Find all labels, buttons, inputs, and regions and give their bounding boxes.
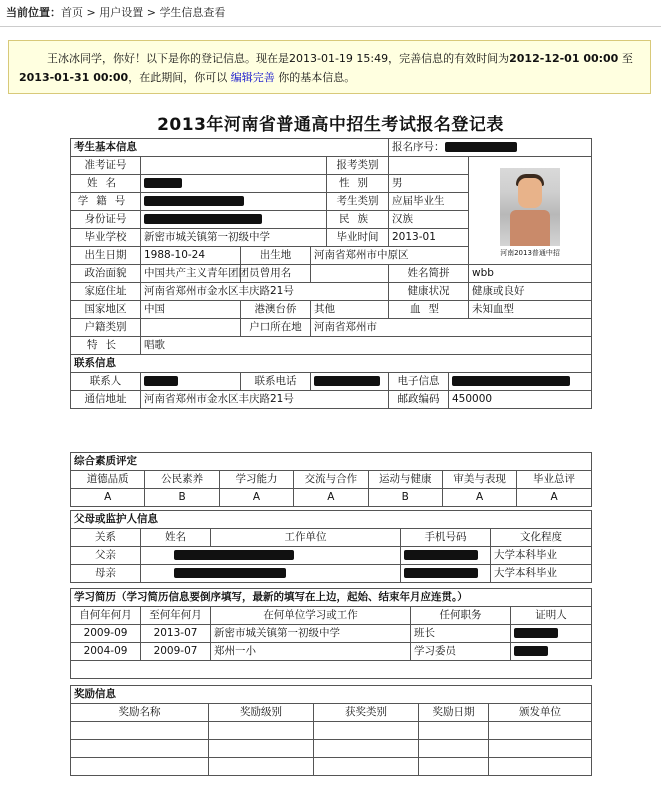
label-admission-no: 准考证号: [71, 157, 141, 175]
history-empty-row: [71, 661, 592, 679]
value-political: 中国共产主义青年团团员: [141, 265, 241, 283]
quality-header: 交流与合作: [294, 471, 368, 489]
history-header: 自何年何月: [71, 607, 141, 625]
redacted-email: [452, 376, 570, 386]
history-section-header: 学习简历（学习简历信息要倒序填写，最新的填写在上边，起始、结束年月应连贯。）: [71, 589, 592, 607]
value-candidate-type: 应届毕业生: [389, 193, 469, 211]
value-school: 新密市城关镇第一初级中学: [141, 229, 327, 247]
registration-form: [70, 138, 592, 409]
label-political: 政治面貌: [71, 265, 141, 283]
guardian-row: [71, 565, 592, 583]
history-to: 2009-07: [141, 643, 211, 661]
quality-header: 学习能力: [219, 471, 293, 489]
label-contact-person: 联系人: [71, 373, 141, 391]
label-id-no: 身份证号: [71, 211, 141, 229]
label-pinyin: 姓名简拼: [389, 265, 469, 283]
photo-cell: [469, 157, 592, 265]
redacted-id-no: [144, 214, 262, 224]
quality-section-header: 综合素质评定: [71, 453, 592, 471]
awards-table: [70, 685, 592, 776]
photo-face: [518, 178, 542, 208]
notice-mid: ，在此期间，你可以: [128, 71, 228, 84]
guardian-phone: [401, 547, 491, 565]
notice-greeting: 王冰冰同学，你好！以下是你的登记信息。现在是2013-01-19 15:49，完善信息的有效时间为: [47, 52, 510, 65]
label-school: 毕业学校: [71, 229, 141, 247]
history-row: [71, 625, 592, 643]
history-witness: [511, 625, 592, 643]
redacted-guardian-info: [174, 568, 286, 578]
breadcrumb: [0, 0, 661, 27]
label-candidate-type: 考生类别: [327, 193, 389, 211]
redacted-reg-no: [445, 142, 517, 152]
value-hukou-place: 河南省郑州市: [311, 319, 592, 337]
award-row: [71, 722, 592, 740]
history-role: 班长: [411, 625, 511, 643]
value-hk-macau-tw: 其他: [311, 301, 389, 319]
redacted-contact-person: [144, 376, 178, 386]
history-witness: [511, 643, 592, 661]
award-header: 奖励级别: [209, 704, 314, 722]
guardian-relation: 父亲: [71, 547, 141, 565]
value-gender: 男: [389, 175, 469, 193]
breadcrumb-home-link[interactable]: 首页: [61, 6, 83, 19]
redacted-witness: [514, 628, 558, 638]
guardian-row: [71, 547, 592, 565]
value-specialty: 唱歌: [141, 337, 592, 355]
label-phone: 联系电话: [241, 373, 311, 391]
redacted-guardian-phone: [404, 568, 478, 578]
value-blood: 未知血型: [469, 301, 592, 319]
label-specialty: 特长: [71, 337, 141, 355]
value-former-name: [311, 265, 389, 283]
guardian-header: 关系: [71, 529, 141, 547]
quality-header: 道德品质: [71, 471, 145, 489]
quality-grade: B: [145, 489, 219, 507]
label-postcode: 邮政编码: [389, 391, 449, 409]
breadcrumb-separator: >: [146, 6, 156, 19]
contact-section-header: 联系信息: [71, 355, 592, 373]
guardian-education: 大学本科毕业: [491, 547, 592, 565]
history-row: [71, 643, 592, 661]
quality-grade: A: [517, 489, 591, 507]
notice-start-time: 2012-12-01 00:00: [509, 52, 619, 65]
value-hukou-type: [141, 319, 241, 337]
value-country: 中国: [141, 301, 241, 319]
value-student-no: [141, 193, 327, 211]
quality-grade: B: [368, 489, 442, 507]
history-header: 在何单位学习或工作: [211, 607, 411, 625]
award-row: [71, 758, 592, 776]
history-from: 2004-09: [71, 643, 141, 661]
value-birth-place: 河南省郑州市中原区: [311, 247, 469, 265]
label-email: 电子信息: [389, 373, 449, 391]
value-exam-type: [389, 157, 469, 175]
guardian-name-work: [141, 547, 401, 565]
quality-grade: A: [294, 489, 368, 507]
breadcrumb-separator: >: [86, 6, 96, 19]
quality-header: 运动与健康: [368, 471, 442, 489]
edit-link[interactable]: 编辑完善: [230, 71, 275, 84]
value-admission-no: [141, 157, 327, 175]
value-health: 健康或良好: [469, 283, 592, 301]
quality-grade: A: [442, 489, 516, 507]
quality-header: 公民素养: [145, 471, 219, 489]
value-pinyin: wbb: [469, 265, 592, 283]
label-birth-place: 出生地: [241, 247, 311, 265]
history-header: 至何年何月: [141, 607, 211, 625]
guardian-header: 手机号码: [401, 529, 491, 547]
value-email: [449, 373, 592, 391]
photo-caption: 河南2013普通中招: [500, 248, 560, 257]
award-header: 奖励日期: [419, 704, 489, 722]
value-ethnicity: 汉族: [389, 211, 469, 229]
label-address: 家庭住址: [71, 283, 141, 301]
value-birth-date: 1988-10-24: [141, 247, 241, 265]
history-table: [70, 588, 592, 679]
page-title: 2013年河南省普通高中招生考试报名登记表: [157, 115, 504, 135]
breadcrumb-section-link[interactable]: 用户设置: [99, 6, 144, 19]
notice-tail: 你的基本信息。: [278, 71, 356, 84]
label-hukou-place: 户口所在地: [241, 319, 311, 337]
redacted-guardian-phone: [404, 550, 478, 560]
label-student-no: 学籍号: [71, 193, 141, 211]
label-country: 国家地区: [71, 301, 141, 319]
history-role: 学习委员: [411, 643, 511, 661]
reg-no-label: 报名序号：: [392, 141, 445, 153]
label-hukou-type: 户籍类别: [71, 319, 141, 337]
value-postcode: 450000: [449, 391, 592, 409]
label-former-name: 曾用名: [241, 265, 311, 283]
guardian-header: 姓名: [141, 529, 211, 547]
value-phone: [311, 373, 389, 391]
value-grad-time: 2013-01: [389, 229, 469, 247]
value-id-no: [141, 211, 327, 229]
award-row: [71, 740, 592, 758]
value-address: 河南省郑州市金水区丰庆路21号: [141, 283, 389, 301]
redacted-student-no: [144, 196, 244, 206]
label-health: 健康状况: [389, 283, 469, 301]
redacted-witness: [514, 646, 548, 656]
awards-section-header: 奖励信息: [71, 686, 592, 704]
award-header: 颁发单位: [489, 704, 592, 722]
label-exam-type: 报考类别: [327, 157, 389, 175]
breadcrumb-current: 学生信息查看: [159, 6, 226, 19]
guardian-header: 文化程度: [491, 529, 592, 547]
label-name: 姓名: [71, 175, 141, 193]
guardian-header: 工作单位: [211, 529, 401, 547]
guardian-education: 大学本科毕业: [491, 565, 592, 583]
notice-end-time: 2013-01-31 00:00: [19, 71, 129, 84]
quality-table: [70, 452, 592, 507]
quality-header: 审美与表现: [442, 471, 516, 489]
history-from: 2009-09: [71, 625, 141, 643]
student-photo: [500, 168, 560, 246]
basic-section-header: 考生基本信息: [71, 139, 389, 157]
guardians-table: [70, 510, 592, 583]
value-contact-person: [141, 373, 241, 391]
award-header: 奖励名称: [71, 704, 209, 722]
history-header: 证明人: [511, 607, 592, 625]
label-ethnicity: 民族: [327, 211, 389, 229]
label-grad-time: 毕业时间: [327, 229, 389, 247]
value-contact-address: 河南省郑州市金水区丰庆路21号: [141, 391, 389, 409]
label-hk-macau-tw: 港澳台侨: [241, 301, 311, 319]
value-name: [141, 175, 327, 193]
label-birth-date: 出生日期: [71, 247, 141, 265]
quality-grade: A: [219, 489, 293, 507]
guardian-name-work: [141, 565, 401, 583]
history-unit: 郑州一小: [211, 643, 411, 661]
guardian-phone: [401, 565, 491, 583]
redacted-phone: [314, 376, 380, 386]
history-to: 2013-07: [141, 625, 211, 643]
history-header: 任何职务: [411, 607, 511, 625]
quality-header: 毕业总评: [517, 471, 591, 489]
notice-to: 至: [621, 52, 633, 65]
breadcrumb-label: 当前位置：: [6, 6, 61, 19]
reg-no-cell: [389, 139, 592, 157]
guardian-relation: 母亲: [71, 565, 141, 583]
guardians-section-header: 父母或监护人信息: [71, 511, 592, 529]
quality-grade: A: [71, 489, 145, 507]
photo-body: [510, 210, 550, 246]
notice-box: [8, 40, 651, 94]
award-header: 获奖类别: [314, 704, 419, 722]
label-contact-address: 通信地址: [71, 391, 141, 409]
history-unit: 新密市城关镇第一初级中学: [211, 625, 411, 643]
redacted-guardian-info: [174, 550, 294, 560]
label-gender: 性别: [327, 175, 389, 193]
label-blood: 血型: [389, 301, 469, 319]
redacted-name: [144, 178, 182, 188]
